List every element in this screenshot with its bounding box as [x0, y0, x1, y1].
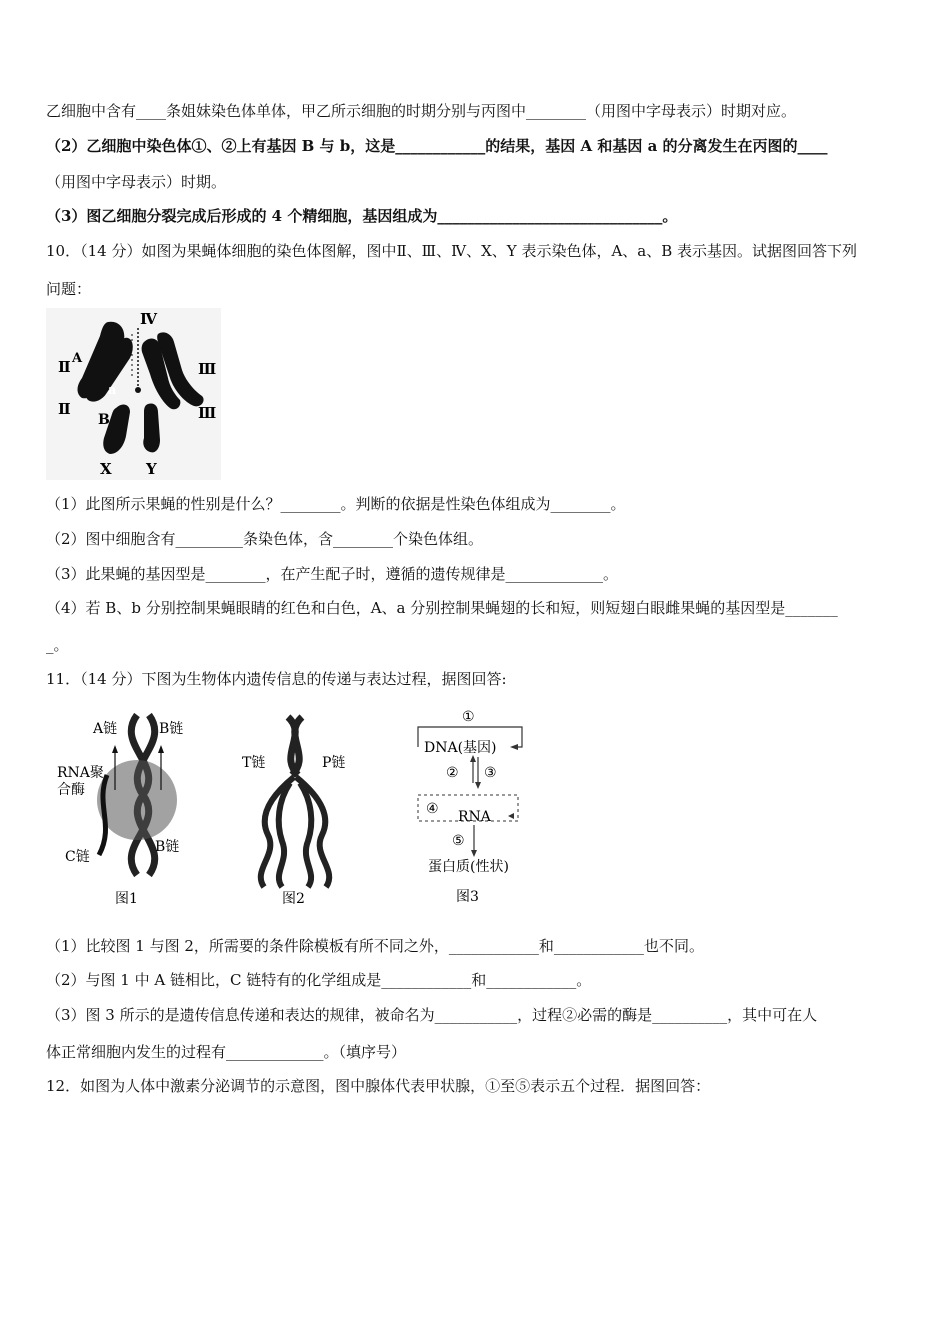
- label-a: a: [108, 383, 117, 398]
- question-12-stem: 12．如图为人体中激素分泌调节的示意图，图中腺体代表甲状腺，①至⑤表示五个过程．据图回答：: [46, 1077, 711, 1095]
- q10-part1: （1）此图所示果蝇的性别是什么？________。判断的依据是性染色体组成为________。: [46, 495, 626, 513]
- label-IV: Ⅳ: [140, 310, 158, 328]
- question-11-stem: 11．（14 分）下图为生物体内遗传信息的传递与表达过程，据图回答:: [46, 670, 507, 688]
- q11-part3: （3）图 3 所示的是遗传信息传递和表达的规律，被命名为___________，过程②必需的酶是__________，其中可在人: [46, 1006, 818, 1024]
- label-III-top: Ⅲ: [198, 360, 217, 378]
- label-protein-trait: 蛋白质(性状): [428, 859, 509, 875]
- label-chain-T: T链: [242, 755, 266, 771]
- strand-T-new: [279, 783, 290, 887]
- rna-replication-arrowhead: [508, 813, 514, 819]
- figure-1-transcription: [55, 705, 205, 910]
- q11-part3-cont: 体正常细胞内发生的过程有_____________。（填序号）: [46, 1043, 407, 1061]
- figure-2-replication: [238, 705, 368, 910]
- label-chain-P: P链: [322, 755, 346, 771]
- label-chain-B-bottom: B链: [155, 839, 180, 855]
- label-chain-B-top: B链: [159, 721, 184, 737]
- label-dna-gene: DNA(基因): [424, 740, 497, 756]
- strand-P-new: [300, 783, 311, 887]
- label-process-1: ①: [462, 709, 475, 725]
- q11-part2: （2）与图 1 中 A 链相比，C 链特有的化学组成是____________和____________。: [46, 971, 592, 989]
- q10-part4-cont: _。: [46, 636, 69, 654]
- label-X: X: [100, 460, 112, 478]
- label-III-bottom: Ⅲ: [198, 404, 217, 422]
- rna-polymerase-circle: [97, 760, 177, 840]
- label-B: B: [98, 412, 110, 428]
- label-enzyme-line2: 合酶: [57, 782, 85, 798]
- label-II-top: Ⅱ: [58, 358, 71, 376]
- arrow-left-head: [112, 745, 118, 753]
- chromosome-Y: [143, 403, 160, 452]
- label-enzyme-line1: RNA聚: [57, 765, 104, 781]
- label-A: A: [72, 351, 83, 366]
- text-line-4: （3）图乙细胞分裂完成后形成的 4 个精细胞，基因组成为______________________________。: [46, 207, 678, 225]
- label-process-4: ④: [426, 801, 439, 817]
- q10-part2: （2）图中细胞含有_________条染色体，含________个染色体组。: [46, 530, 484, 548]
- arrow-translate-head: [471, 850, 477, 857]
- label-II-bottom: Ⅱ: [58, 400, 71, 418]
- label-chain-A: A链: [93, 721, 118, 737]
- q11-part1: （1）比较图 1 与图 2，所需要的条件除模板有所不同之外，____________和____________也不同。: [46, 937, 704, 955]
- text-line-2: （2）乙细胞中染色体①、②上有基因 B 与 b，这是____________的结果，基因 A 和基因 a 的分离发生在丙图的____: [46, 137, 828, 155]
- caption-fig3: 图3: [456, 889, 479, 905]
- q10-part4: （4）若 B、b 分别控制果蝇眼睛的红色和白色，A、a 分别控制果蝇翅的长和短，则短翅白眼雌果蝇的基因型是_______: [46, 599, 838, 617]
- label-Y: Y: [146, 460, 157, 478]
- caption-fig1: 图1: [115, 891, 138, 907]
- question-10-stem: 10．（14 分）如图为果蝇体细胞的染色体图解，图中Ⅱ、Ⅲ、Ⅳ、X、Y 表示染色体，A、a、B 表示基因。试据图回答下列: [46, 242, 858, 260]
- text-line-3: （用图中字母表示）时期。: [46, 173, 227, 191]
- chromosome-IV-dot-a: [135, 387, 141, 393]
- label-process-5: ⑤: [452, 833, 465, 849]
- label-process-2: ②: [446, 765, 459, 781]
- label-process-3: ③: [484, 765, 497, 781]
- label-rna: RNA: [458, 809, 491, 825]
- caption-fig2: 图2: [282, 891, 305, 907]
- q10-part3: （3）此果蝇的基因型是________，在产生配子时，遵循的遗传规律是_____________。: [46, 565, 619, 583]
- chromosome-diagram: [46, 308, 221, 480]
- question-10-stem-cont: 问题：: [46, 280, 92, 298]
- label-chain-C: C链: [65, 849, 90, 865]
- replication-arrowhead: [510, 744, 518, 750]
- arrow-reverse-head: [470, 755, 476, 762]
- arrow-right-head: [158, 745, 164, 753]
- arrow-transcribe-head: [475, 782, 481, 789]
- text-line-1: 乙细胞中含有____条姐妹染色体单体，甲乙所示细胞的时期分别与丙图中________（用图中字母表示）时期对应。: [46, 102, 797, 120]
- figure-3-central-dogma: [410, 705, 540, 910]
